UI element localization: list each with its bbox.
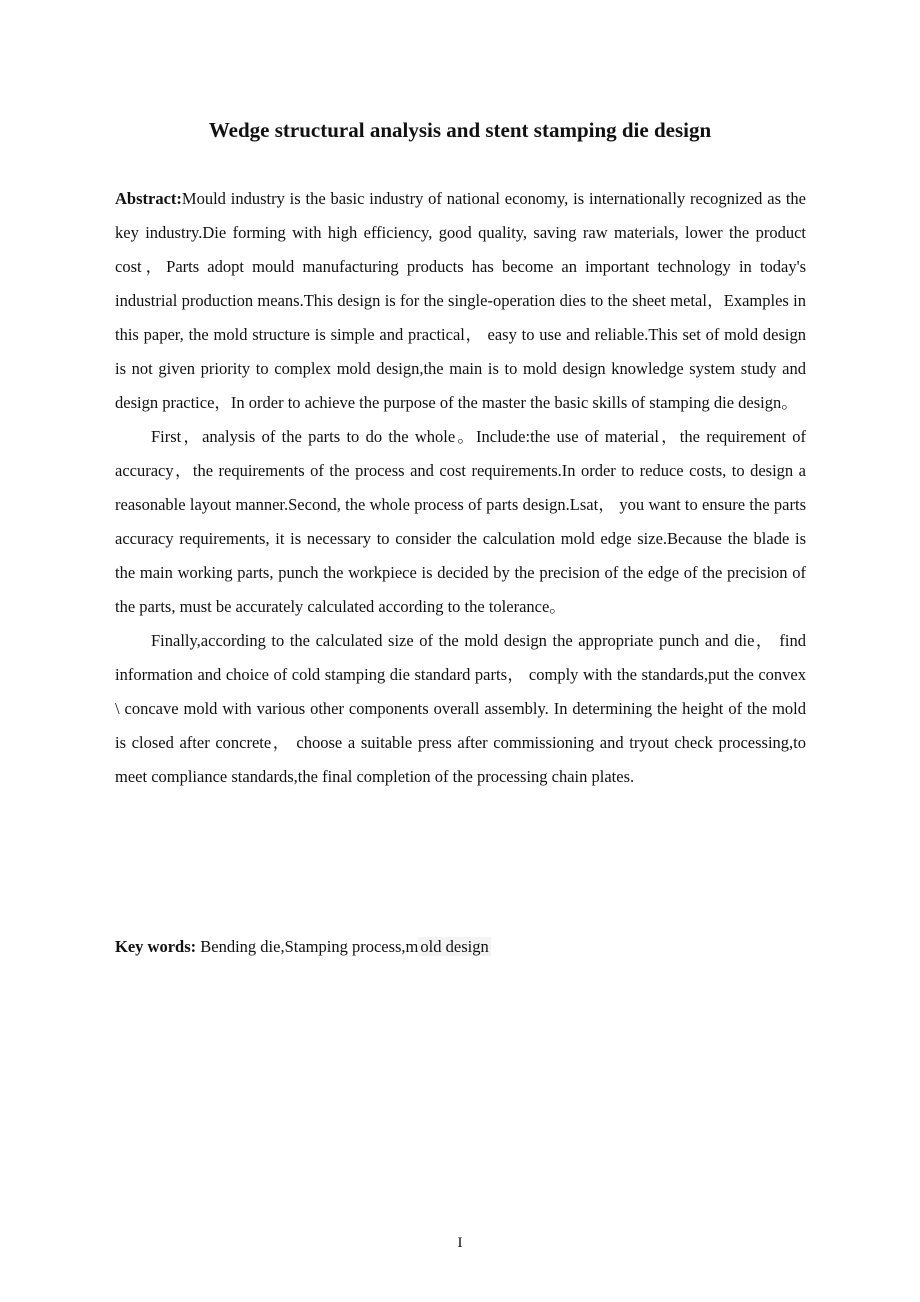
abstract-paragraph-3: Finally,according to the calculated size of the mold design the appropriate punch and die， find information and choice of cold stamping die standard parts， comply with the standards,put the convex \ concave mold with various other components overall assembly. In determining the height of the mold is closed after concrete， choose a suitable press after commissioning and tryout check processing,to meet compliance standards,the final completion of the processing chain plates. — [115, 631, 806, 786]
abstract-label: Abstract: — [115, 189, 182, 208]
abstract-paragraph-2: First，analysis of the parts to do the whole。Include:the use of material，the requirement of accuracy，the requirements of the process and cost requirements.In order to reduce costs, to design a reasonable layout manner.Second, the whole process of parts design.Lsat， you want to ensure the parts accuracy requirements, it is necessary to consider the calculation mold edge size.Because the blade is the main working parts, punch the workpiece is decided by the precision of the edge of the precision of the parts, must be accurately calculated according to the tolerance。 — [115, 427, 806, 616]
document-title: Wedge structural analysis and stent stamping die design — [208, 118, 712, 142]
keywords-line — [115, 930, 806, 964]
keywords-label: Key words: — [115, 937, 197, 956]
keywords-text: Bending die,Stamping process,m — [196, 937, 419, 956]
abstract-paragraph-1 — [115, 182, 806, 420]
abstract-paragraph-1-text: Mould industry is the basic industry of national economy, is internationally recognized as the key industry.Die forming with high efficiency, good quality, saving raw materials, lower the product cost，Parts adopt mould manufacturing products has become an important technology in today's industrial production means.This design is for the single-operation dies to the sheet metal，Examples in this paper, the mold structure is simple and practical， easy to use and reliable.This set of mold design is not given priority to complex mold design,the main is to mold design knowledge system study and design practice，In order to achieve the purpose of the master the basic skills of stamping die design。 — [115, 189, 806, 412]
page-number: I — [457, 1235, 463, 1251]
abstract-body — [115, 182, 806, 794]
keywords-highlighted-text: old design — [420, 937, 489, 956]
